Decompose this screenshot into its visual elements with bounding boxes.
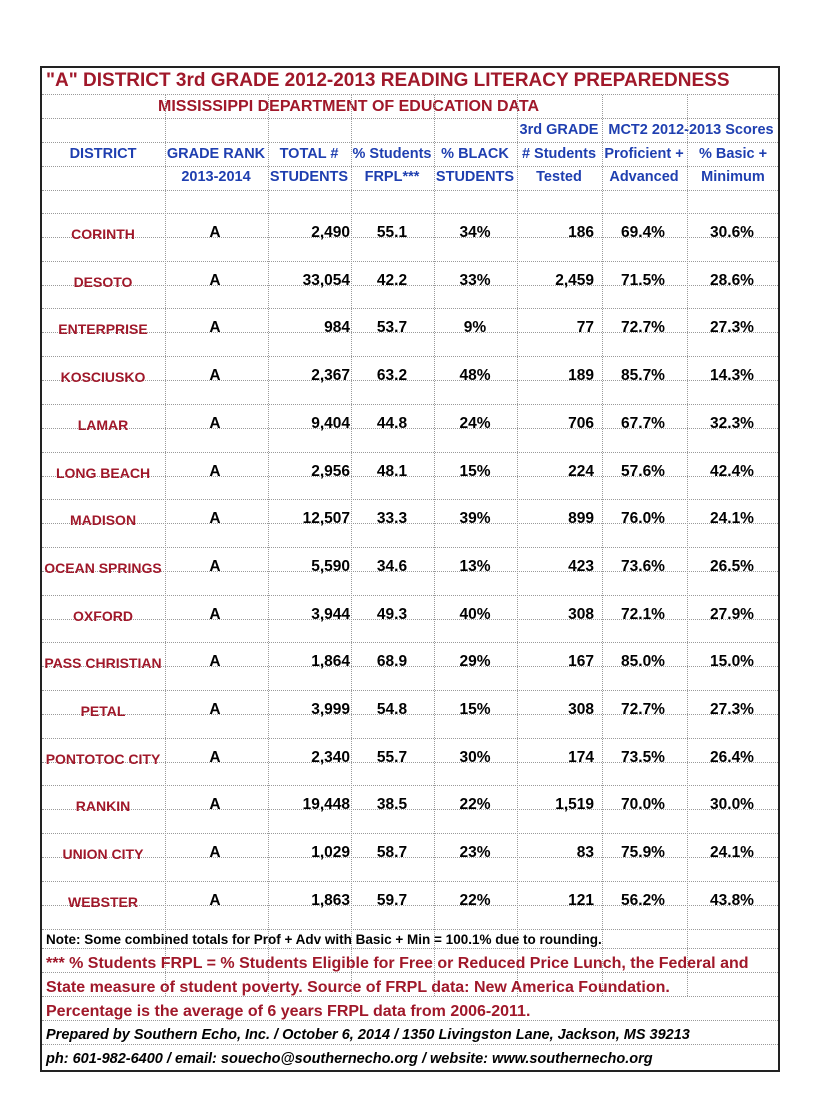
grade-rank: A [209,557,221,575]
students-tested: 706 [568,414,594,432]
proficient-advanced: 85.7% [621,367,665,385]
proficient-advanced: 57.6% [621,462,665,480]
black-percent: 24% [459,414,491,432]
header-frpl-1: % Students [352,146,432,162]
grade-rank: A [209,891,221,909]
grid-row-line [42,190,778,191]
literacy-table-sheet [40,66,780,1072]
total-students: 9,404 [311,414,350,432]
total-students: 1,029 [311,844,350,862]
grid-row-line [42,738,778,739]
frpl-percent: 54.8 [376,701,408,718]
basic-minimum: 27.3% [710,701,754,718]
proficient-advanced: 72.7% [621,701,665,718]
total-students: 5,590 [311,557,350,575]
frpl-footnote-line-1: *** % Students FRPL = % Students Eligible for Free or Reduced Price Lunch, the Federal and [46,955,749,972]
proficient-advanced: 72.1% [621,605,665,623]
basic-minimum: 14.3% [710,367,754,385]
black-percent: 39% [459,510,491,528]
students-tested: 189 [568,367,594,385]
grade-rank: A [209,414,221,432]
grade-rank: A [209,224,221,241]
students-tested: 186 [568,224,594,241]
district-name: CORINTH [71,226,135,242]
header-tested-2: Tested [536,169,582,185]
basic-minimum: 42.4% [710,462,754,480]
district-name: LAMAR [77,416,129,433]
table-subtitle: MISSISSIPPI DEPARTMENT OF EDUCATION DATA [158,98,540,115]
frpl-percent: 33.3 [376,510,408,528]
frpl-percent: 58.7 [376,844,408,862]
grade-rank: A [209,605,221,623]
basic-minimum: 24.1% [710,510,754,528]
total-students: 2,367 [311,367,350,385]
frpl-footnote-line-2: State measure of student poverty. Source of FRPL data: New America Foundation. [46,979,670,996]
header-prof-2: Advanced [609,169,679,185]
total-students: 984 [324,319,350,337]
district-name: PONTOTOC CITY [45,750,161,767]
header-black-1: % BLACK [441,146,509,162]
basic-minimum: 28.6% [710,271,754,289]
rounding-note: Note: Some combined totals for Prof + Adv with Basic + Min = 100.1% due to rounding. [46,932,602,947]
grid-row-line [42,881,778,882]
grade-rank: A [209,796,221,814]
header-rank-1: GRADE RANK [166,146,266,162]
district-name: KOSCIUSKO [60,369,146,386]
frpl-percent: 59.7 [376,891,408,909]
grid-row-line [42,642,778,643]
prepared-by-line: Prepared by Southern Echo, Inc. / October 6, 2014 / 1350 Livingston Lane, Jackson, MS 39213 [46,1027,690,1043]
black-percent: 48% [459,367,491,385]
frpl-percent: 44.8 [376,414,408,432]
grid-row-line [42,929,778,930]
basic-minimum: 27.9% [710,605,754,623]
basic-minimum: 26.4% [710,748,754,766]
header-total-2: STUDENTS [269,169,349,185]
frpl-footnote-line-3: Percentage is the average of 6 years FRPL data from 2006-2011. [46,1003,531,1020]
district-name: UNION CITY [62,846,144,863]
grid-row-line [42,166,778,167]
grid-row-line [42,499,778,500]
frpl-percent: 68.9 [376,653,408,671]
total-students: 33,054 [302,271,350,289]
proficient-advanced: 75.9% [621,844,665,862]
frpl-percent: 53.7 [376,319,408,337]
district-name: LONG BEACH [55,464,151,481]
students-tested: 174 [568,748,594,766]
grade-rank: A [209,510,221,528]
total-students: 1,864 [311,653,350,671]
proficient-advanced: 67.7% [621,414,665,432]
header-black-2: STUDENTS [435,169,515,185]
grade-rank: A [209,653,221,671]
students-tested: 167 [568,653,594,671]
grid-row-line [42,547,778,548]
grade-rank: A [209,701,221,718]
black-percent: 22% [459,796,491,814]
frpl-percent: 55.1 [376,224,408,241]
black-percent: 9% [463,319,487,337]
total-students: 19,448 [302,796,350,814]
grade-rank: A [209,319,221,337]
total-students: 1,863 [311,891,350,909]
district-name: OCEAN SPRINGS [44,559,162,576]
grid-row-line [42,948,778,949]
grade-rank: A [209,462,221,480]
frpl-percent: 42.2 [376,271,408,289]
students-tested: 308 [568,605,594,623]
proficient-advanced: 56.2% [621,891,665,909]
grid-row-line [42,833,778,834]
contact-line: ph: 601-982-6400 / email: souecho@southernecho.org / website: www.southernecho.org [46,1051,653,1067]
black-percent: 15% [459,701,491,718]
grid-row-line [42,213,778,214]
grid-row-line [42,404,778,405]
black-percent: 29% [459,653,491,671]
grid-row-line [42,595,778,596]
black-percent: 22% [459,891,491,909]
basic-minimum: 32.3% [710,414,754,432]
basic-minimum: 26.5% [710,557,754,575]
grid-row-line [42,785,778,786]
frpl-percent: 38.5 [376,796,408,814]
header-district: DISTRICT [69,146,137,162]
grid-row-line [42,1044,778,1045]
grid-row-line [42,94,778,95]
grid-row-line [42,118,778,119]
table-title: "A" DISTRICT 3rd GRADE 2012-2013 READING LITERACY PREPAREDNESS [46,70,730,91]
header-mct2-top: MCT2 2012-2013 Scores [608,122,774,138]
frpl-percent: 55.7 [376,748,408,766]
proficient-advanced: 76.0% [621,510,665,528]
basic-minimum: 30.6% [710,224,754,241]
proficient-advanced: 69.4% [621,224,665,241]
frpl-percent: 49.3 [376,605,408,623]
black-percent: 34% [459,224,491,241]
total-students: 3,944 [311,605,350,623]
black-percent: 40% [459,605,491,623]
black-percent: 15% [459,462,491,480]
students-tested: 121 [568,891,594,909]
grid-row-line [42,142,778,143]
black-percent: 13% [459,557,491,575]
header-rank-2: 2013-2014 [181,169,251,185]
students-tested: 1,519 [555,796,594,814]
grid-row-line [42,452,778,453]
grid-row-line [42,356,778,357]
proficient-advanced: 72.7% [621,319,665,337]
grid-row-line [42,690,778,691]
frpl-percent: 63.2 [376,367,408,385]
proficient-advanced: 71.5% [621,271,665,289]
basic-minimum: 24.1% [710,844,754,862]
proficient-advanced: 73.5% [621,748,665,766]
grade-rank: A [209,748,221,766]
header-tested-top: 3rd GRADE [519,122,599,138]
basic-minimum: 15.0% [710,653,754,671]
proficient-advanced: 73.6% [621,557,665,575]
black-percent: 30% [459,748,491,766]
grid-row-line [42,308,778,309]
proficient-advanced: 70.0% [621,796,665,814]
header-prof-1: Proficient + [604,146,684,162]
frpl-percent: 48.1 [376,462,408,480]
header-tested-1: # Students [521,146,597,162]
header-basic-1: % Basic + [698,146,768,162]
grade-rank: A [209,271,221,289]
students-tested: 899 [568,510,594,528]
proficient-advanced: 85.0% [621,653,665,671]
grade-rank: A [209,844,221,862]
total-students: 2,340 [311,748,350,766]
total-students: 12,507 [302,510,350,528]
black-percent: 23% [459,844,491,862]
district-name: OXFORD [73,607,133,624]
district-name: PASS CHRISTIAN [44,655,162,672]
header-basic-2: Minimum [701,169,765,185]
district-name: MADISON [69,512,137,529]
students-tested: 77 [576,319,594,337]
frpl-percent: 34.6 [376,557,408,575]
total-students: 2,490 [311,224,350,241]
students-tested: 224 [568,462,594,480]
header-frpl-2: FRPL*** [364,169,420,185]
district-name: PETAL [80,703,126,719]
district-name: WEBSTER [68,893,138,910]
basic-minimum: 27.3% [710,319,754,337]
district-name: ENTERPRISE [58,321,148,338]
grade-rank: A [209,367,221,385]
total-students: 3,999 [311,701,350,718]
total-students: 2,956 [311,462,350,480]
students-tested: 2,459 [555,271,594,289]
basic-minimum: 43.8% [710,891,754,909]
students-tested: 83 [576,844,594,862]
district-name: RANKIN [75,798,131,815]
grid-row-line [42,261,778,262]
students-tested: 423 [568,557,594,575]
district-name: DESOTO [73,273,133,290]
black-percent: 33% [459,271,491,289]
students-tested: 308 [568,701,594,718]
header-total-1: TOTAL # [279,146,339,162]
basic-minimum: 30.0% [710,796,754,814]
